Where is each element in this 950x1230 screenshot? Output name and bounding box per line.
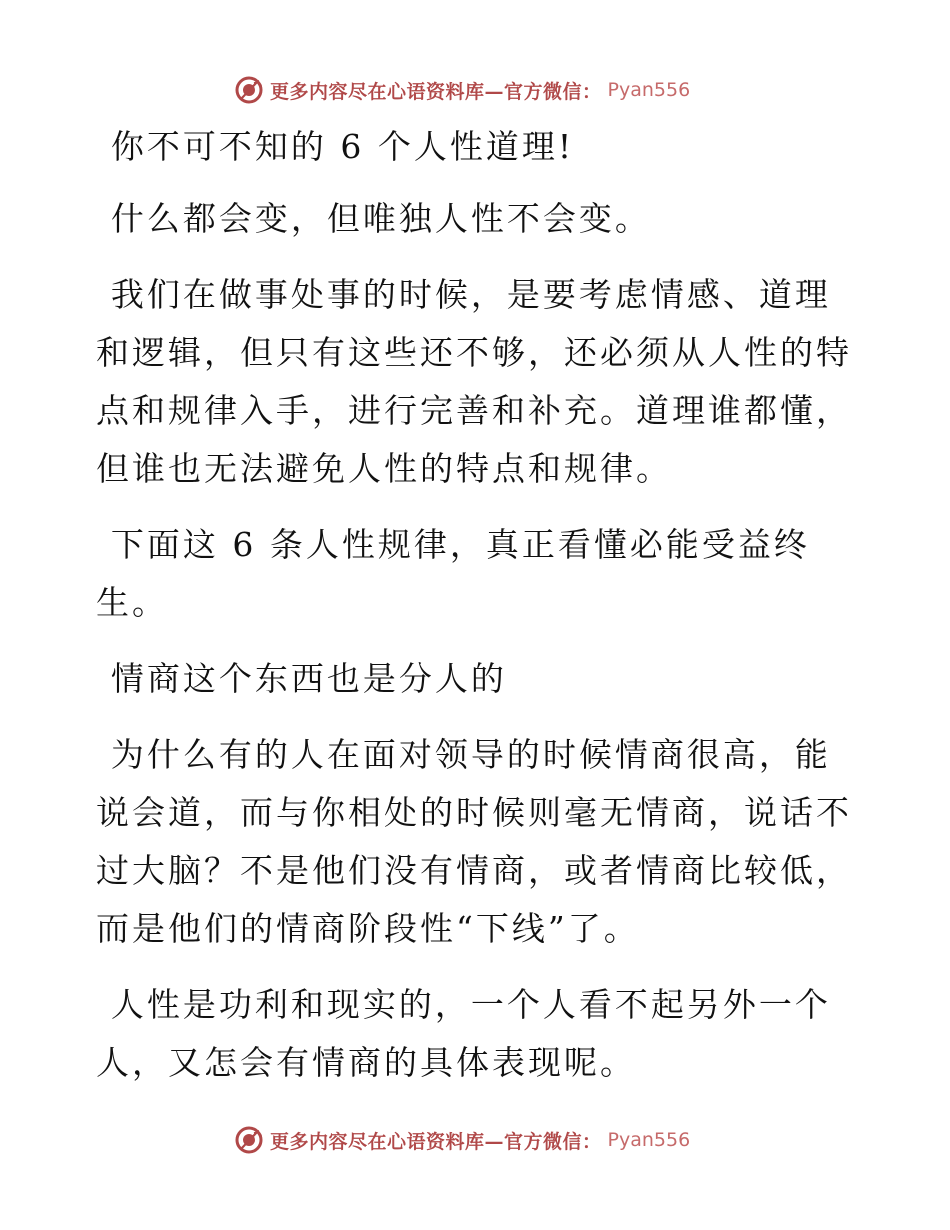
paragraph-6: 人性是功利和现实的，一个人看不起另外一个人，又怎会有情商的具体表现呢。 (96, 985, 831, 1082)
header-watermark (234, 73, 754, 107)
paragraph-5: 为什么有的人在面对领导的时候情商很高，能说会道，而与你相处的时候则毫无情商，说话不过大脑？不是他们没有情商，或者情商比较低，而是他们的情商阶段性“下线”了。 (96, 735, 852, 948)
header-brand-text: 更多内容尽在心语资料库—官方微信： (270, 80, 602, 103)
paragraph-3: 下面这 6 条人性规律，真正看懂必能受益终生。 (96, 525, 810, 622)
footer-wechat-id: Pyan556 (607, 1129, 691, 1151)
footer-watermark (234, 1123, 754, 1157)
header-wechat-id: Pyan556 (607, 79, 691, 101)
document-title: 你不可不知的 6 个人性道理! (110, 127, 575, 166)
paragraph-2: 我们在做事处事的时候，是要考虑情感、道理和逻辑，但只有这些还不够，还必须从人性的特点和规律入手，进行完善和补充。道理谁都懂，但谁也无法避免人性的特点和规律。 (96, 275, 852, 488)
quill-seal-icon (234, 75, 264, 105)
document-body (96, 118, 856, 1110)
quill-seal-icon (234, 1125, 264, 1155)
paragraph-1: 什么都会变，但唯独人性不会变。 (110, 199, 651, 238)
footer-brand-text: 更多内容尽在心语资料库—官方微信： (270, 1130, 602, 1153)
paragraph-4: 情商这个东西也是分人的 (110, 659, 507, 698)
